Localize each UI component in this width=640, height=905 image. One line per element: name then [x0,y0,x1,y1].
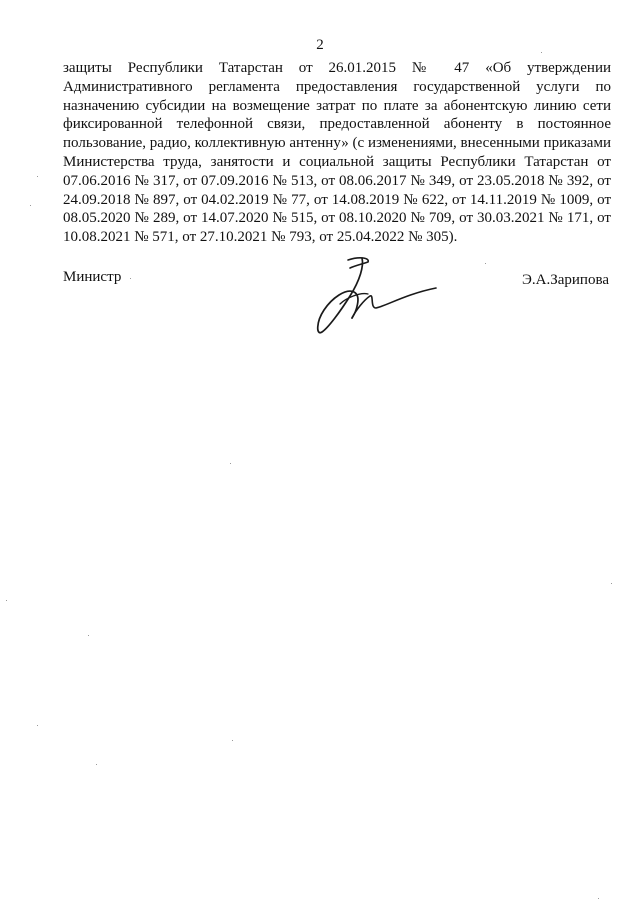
body-line: Министерства труда, занятости и социальной защиты Республики Татарстан от [63,153,611,170]
scan-speck [30,205,31,206]
scan-speck [611,583,612,584]
body-line: 08.05.2020 № 289, от 14.07.2020 № 515, от 08.10.2020 № 709, от 30.03.2021 № 171, от [63,210,611,227]
body-line: пользование, радио, коллективную антенну» (с изменениями, внесенными приказами [63,135,611,152]
scan-speck [37,176,38,177]
scan-speck [6,600,7,601]
body-line: назначению субсидии на возмещение затрат по плате за абонентскую линию сети [63,97,611,114]
scan-speck [598,898,599,899]
signatory-name: Э.А.Зарипова [521,272,609,288]
body-line: 10.08.2021 № 571, от 27.10.2021 № 793, от 25.04.2022 № 305). [63,229,458,246]
body-line: 07.06.2016 № 317, от 07.09.2016 № 513, от 08.06.2017 № 349, от 23.05.2018 № 392, от [63,172,611,189]
body-line: защиты Республики Татарстан от 26.01.2015 № 47 «Об утверждении [63,60,611,76]
scan-speck [541,52,542,53]
page-number: 2 [316,37,324,53]
signatory-position: Министр [63,269,122,285]
scan-speck [232,740,233,741]
body-text [63,59,611,247]
body-line: 24.09.2018 № 897, от 04.02.2019 № 77, от 14.08.2019 № 622, от 14.11.2019 № 1009, от [63,191,611,208]
scan-speck [485,263,486,264]
handwritten-signature [310,252,450,347]
scan-speck [130,278,131,279]
scan-speck [88,635,89,636]
scan-speck [37,725,38,726]
scan-speck [96,764,97,765]
body-line: Административного регламента предоставления государственной услуги по [63,78,611,95]
body-line: фиксированной телефонной связи, предоставленной абоненту в постоянное [63,116,611,133]
scan-speck [230,463,231,464]
